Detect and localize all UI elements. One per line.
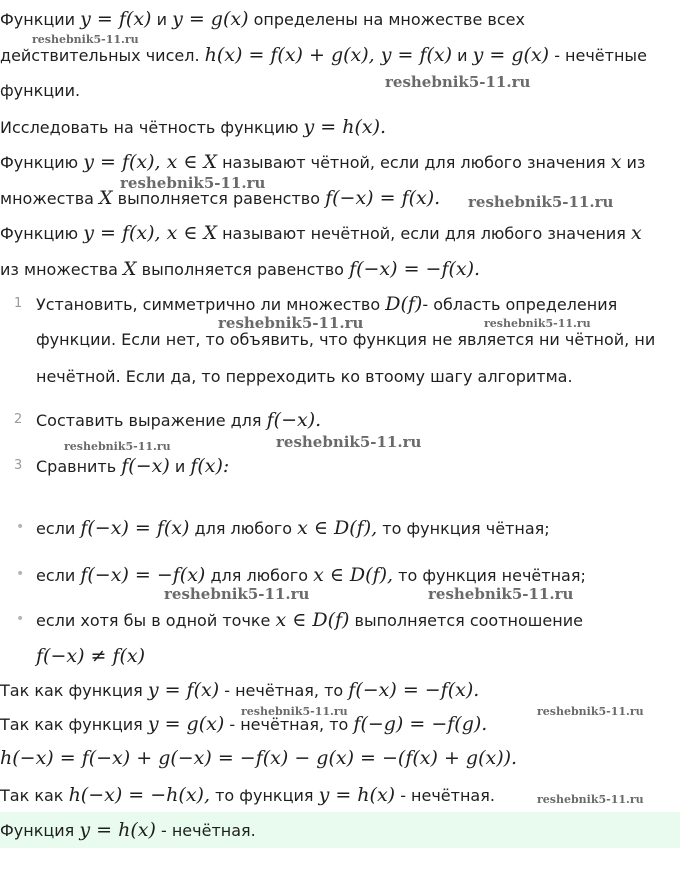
- solution-line-3: h(−x) = f(−x) + g(−x) = −f(x) − g(x) = −(f(x) + g(x)).: [0, 747, 518, 769]
- intro-line-1: Функции y = f(x) и y = g(x) определены на множестве всех: [0, 8, 525, 30]
- watermark: reshebnik5-11.ru: [218, 314, 364, 332]
- bullet-dot: •: [16, 611, 25, 627]
- def-odd-line-1: Функцию y = f(x), x ∈ X называют нечётной, если для любого значения x: [0, 222, 642, 244]
- watermark: reshebnik5-11.ru: [537, 705, 644, 718]
- watermark: reshebnik5-11.ru: [385, 73, 531, 91]
- final-answer: Функция y = h(x) - нечётная.: [0, 819, 256, 841]
- watermark: reshebnik5-11.ru: [428, 585, 574, 603]
- step-1-line-3: нечётной. Если да, то перреходить ко втоому шагу алгоритма.: [36, 367, 573, 386]
- solution-line-4: Так как h(−x) = −h(x), то функция y = h(x) - нечётная.: [0, 784, 495, 806]
- intro-line-3: функции.: [0, 81, 81, 100]
- task-statement: Исследовать на чётность функцию y = h(x).: [0, 116, 387, 138]
- watermark: reshebnik5-11.ru: [484, 317, 591, 330]
- step-1-line-2: функции. Если нет, то объявить, что функция не является ни чётной, ни: [36, 330, 656, 349]
- watermark: reshebnik5-11.ru: [164, 585, 310, 603]
- step-3-line: Сравнить f(−x) и f(x):: [36, 455, 230, 477]
- bullet-neither-line-1: если хотя бы в одной точке x ∈ D(f) выполняется соотношение: [36, 609, 583, 631]
- step-number-2: 2: [14, 412, 23, 427]
- watermark: reshebnik5-11.ru: [64, 440, 171, 453]
- watermark: reshebnik5-11.ru: [276, 433, 422, 451]
- step-1-line-1: Устaновить, симметрично ли множество D(f)- область определения: [36, 293, 618, 315]
- solution-line-1: Так как функция y = f(x) - нечётная, то f(−x) = −f(x).: [0, 679, 480, 701]
- watermark: reshebnik5-11.ru: [537, 793, 644, 806]
- intro-line-2: действительных чисел. h(x) = f(x) + g(x), y = f(x) и y = g(x) - нечётные: [0, 44, 647, 66]
- watermark: reshebnik5-11.ru: [468, 193, 614, 211]
- step-2-line: Составить выражение для f(−x).: [36, 409, 322, 431]
- def-even-line-2: множества X выполняется равенство f(−x) = f(x).: [0, 187, 441, 209]
- bullet-neither-formula: f(−x) ≠ f(x): [36, 645, 146, 667]
- step-number-3: 3: [14, 458, 23, 473]
- def-even-line-1: Функцию y = f(x), x ∈ X называют чётной, если для любого значения x из: [0, 151, 646, 173]
- bullet-odd: если f(−x) = −f(x) для любого x ∈ D(f), то функция нечётная;: [36, 564, 586, 586]
- watermark: reshebnik5-11.ru: [32, 33, 139, 46]
- bullet-dot: •: [16, 519, 25, 535]
- bullet-even: если f(−x) = f(x) для любого x ∈ D(f), то функция чётная;: [36, 517, 550, 539]
- bullet-dot: •: [16, 566, 25, 582]
- watermark: reshebnik5-11.ru: [241, 705, 348, 718]
- solution-line-2: Так как функция y = g(x) - нечётная, то f(−g) = −f(g).: [0, 713, 488, 735]
- step-number-1: 1: [14, 296, 23, 311]
- def-odd-line-2: из множества X выполняется равенство f(−x) = −f(x).: [0, 258, 481, 280]
- watermark: reshebnik5-11.ru: [120, 174, 266, 192]
